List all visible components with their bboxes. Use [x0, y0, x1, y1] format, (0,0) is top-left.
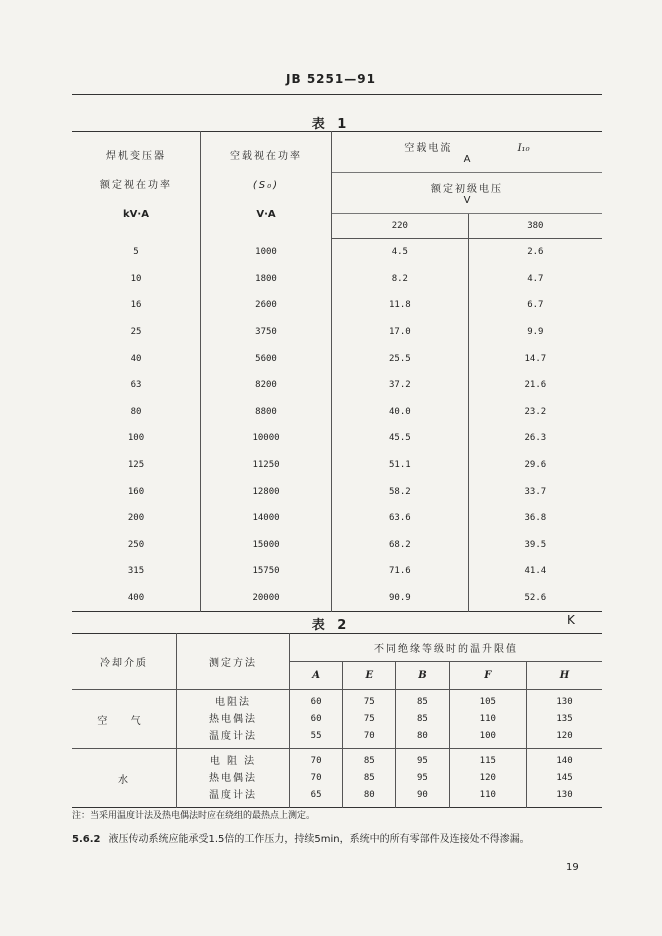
table2-note: 注：当采用温度计法及热电偶法时应在绕组的最热点上测定。	[72, 811, 316, 821]
noload-power-cell: 1800	[201, 266, 332, 293]
rated-power-cell: 200	[72, 505, 201, 532]
table2-caption: 表 2	[311, 618, 351, 633]
table1-row	[72, 478, 602, 505]
noload-power-cell: 15000	[201, 532, 332, 559]
current-220-cell: 68.2	[332, 532, 469, 559]
rated-power-cell: 250	[72, 532, 201, 559]
water-class-a: 70 70 65	[290, 749, 343, 808]
current-380-cell: 33.7	[524, 486, 547, 497]
current-380-cell: 23.2	[524, 406, 547, 417]
noload-power-cell: 20000	[201, 585, 332, 612]
rated-power-cell: 5	[72, 239, 201, 266]
table1-row	[72, 452, 602, 479]
current-380-cell: 2.6	[527, 247, 544, 258]
rated-power-cell: 63	[72, 372, 201, 399]
noload-power-cell: 10000	[201, 425, 332, 452]
table2-unit: K	[567, 613, 575, 627]
header-rule	[72, 94, 602, 95]
voltage-380: 380	[468, 214, 602, 239]
rated-power-cell: 16	[72, 292, 201, 319]
table1-voltage-header: 额定初级电压 V	[332, 173, 603, 214]
current-380-cell: 9.9	[527, 327, 544, 338]
table2-col2-header: 测定方法	[177, 634, 290, 690]
table1-row	[72, 532, 602, 559]
noload-power-cell: 14000	[201, 505, 332, 532]
table1-row	[72, 372, 602, 399]
noload-power-cell: 12800	[201, 478, 332, 505]
class-e: E	[343, 662, 396, 690]
medium-air: 空 气	[72, 690, 177, 749]
class-f: F	[449, 662, 527, 690]
current-220-cell: 17.0	[332, 319, 469, 346]
table1-row	[72, 345, 602, 372]
class-a: A	[290, 662, 343, 690]
table1-row	[72, 425, 602, 452]
current-220-cell: 8.2	[332, 266, 469, 293]
clause-text: 液压传动系统应能承受1.5倍的工作压力，持续5min，系统中的所有零部件及连接处不得渗漏。	[108, 834, 530, 845]
water-class-h: 140 145 130	[556, 755, 573, 800]
current-380-cell: 4.7	[527, 273, 544, 284]
class-h: H	[527, 662, 602, 690]
class-b: B	[396, 662, 449, 690]
current-220-cell: 71.6	[332, 558, 469, 585]
rated-power-cell: 315	[72, 558, 201, 585]
current-220-cell: 25.5	[332, 345, 469, 372]
noload-power-cell: 8200	[201, 372, 332, 399]
table1-row	[72, 585, 602, 612]
rated-power-cell: 125	[72, 452, 201, 479]
voltage-220: 220	[332, 214, 469, 239]
noload-power-cell: 15750	[201, 558, 332, 585]
current-380-cell: 39.5	[524, 539, 547, 550]
table2-col1-header: 冷却介质	[72, 634, 177, 690]
current-380-cell: 6.7	[527, 300, 544, 311]
current-380-cell: 14.7	[524, 353, 547, 364]
methods-water: 电 阻 法 热电偶法 温度计法	[177, 749, 290, 808]
current-220-cell: 4.5	[332, 239, 469, 266]
rated-power-cell: 160	[72, 478, 201, 505]
table1-row	[72, 239, 602, 266]
clause-number: 5.6.2	[72, 834, 101, 845]
air-class-e: 75 75 70	[343, 690, 396, 749]
current-220-cell: 40.0	[332, 399, 469, 426]
noload-power-cell: 8800	[201, 399, 332, 426]
clause-5-6-2	[72, 830, 600, 845]
current-220-cell: 45.5	[332, 425, 469, 452]
rated-power-cell: 25	[72, 319, 201, 346]
current-380-cell: 21.6	[524, 380, 547, 391]
rated-power-cell: 80	[72, 399, 201, 426]
table1-col1-header: 焊机变压器 额定视在功率 kV·A	[72, 132, 201, 239]
noload-power-cell: 2600	[201, 292, 332, 319]
table1-row	[72, 558, 602, 585]
page-number: 19	[566, 862, 579, 873]
rated-power-cell: 400	[72, 585, 201, 612]
air-class-b: 85 85 80	[396, 690, 449, 749]
current-220-cell: 11.8	[332, 292, 469, 319]
water-class-f: 115 120 110	[449, 749, 527, 808]
table1-row	[72, 399, 602, 426]
noload-power-cell: 1000	[201, 239, 332, 266]
current-380-cell: 29.6	[524, 460, 547, 471]
medium-water: 水	[72, 749, 177, 808]
methods-air: 电阻法 热电偶法 温度计法	[177, 690, 290, 749]
current-380-cell: 41.4	[524, 566, 547, 577]
noload-power-cell: 11250	[201, 452, 332, 479]
current-220-cell: 90.9	[332, 585, 469, 612]
air-class-a: 60 60 55	[290, 690, 343, 749]
table1-row	[72, 266, 602, 293]
table1	[72, 131, 602, 612]
noload-power-cell: 3750	[201, 319, 332, 346]
air-class-f: 105 110 100	[449, 690, 527, 749]
rated-power-cell: 10	[72, 266, 201, 293]
water-class-b: 95 95 90	[396, 749, 449, 808]
table1-row	[72, 292, 602, 319]
current-380-cell: 52.6	[524, 593, 547, 604]
rated-power-cell: 100	[72, 425, 201, 452]
table2-group-header: 不同绝缘等级时的温升限值	[290, 634, 603, 662]
current-380-cell: 36.8	[524, 513, 547, 524]
current-220-cell: 58.2	[332, 478, 469, 505]
standard-code: JB 5251—91	[286, 72, 376, 86]
current-220-cell: 63.6	[332, 505, 469, 532]
table1-col2-header: 空载视在功率 (S₀) V·A	[201, 132, 332, 239]
water-class-e: 85 85 80	[343, 749, 396, 808]
noload-power-cell: 5600	[201, 345, 332, 372]
current-220-cell: 37.2	[332, 372, 469, 399]
rated-power-cell: 40	[72, 345, 201, 372]
table1-current-header: 空载电流 I₁₀ A	[332, 132, 603, 173]
table1-caption: 表 1	[311, 117, 351, 132]
table1-row	[72, 319, 602, 346]
current-220-cell: 51.1	[332, 452, 469, 479]
air-class-h: 130 135 120	[527, 690, 602, 749]
table1-row	[72, 505, 602, 532]
current-380-cell: 26.3	[524, 433, 547, 444]
table2	[72, 633, 602, 808]
